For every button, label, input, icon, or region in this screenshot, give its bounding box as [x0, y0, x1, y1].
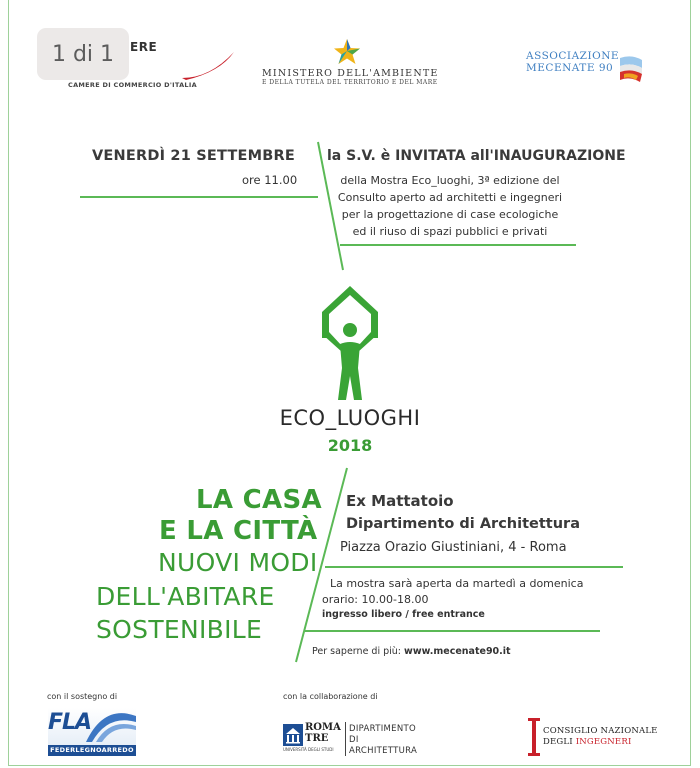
romatre-separator: [345, 722, 346, 756]
romatre-r1: ROMA: [305, 722, 341, 733]
venue-name: Ex Mattatoio: [346, 492, 454, 510]
theme-line2: E LA CITTÀ: [159, 516, 318, 546]
arc-icon: [84, 708, 136, 744]
invitation-headline: la S.V. è INVITATA all'INAUGURAZIONE: [327, 148, 626, 164]
event-name: ECO_LUOGHI: [279, 406, 421, 430]
schedule-hours: orario: 10.00-18.00: [322, 593, 429, 606]
theme-line4: DELL'ABITARE: [96, 582, 275, 611]
invitation-description: [312, 172, 588, 240]
description-line: Consulto aperto ad architetti e ingegneri: [337, 191, 563, 204]
romatre-d2: DI: [349, 735, 359, 745]
support-label: con il sostegno di: [47, 692, 118, 701]
info-label: Per saperne di più:: [312, 646, 402, 657]
info-line: [312, 646, 511, 657]
camere-title: ERE: [130, 40, 158, 54]
event-date: VENERDÌ 21 SETTEMBRE: [92, 148, 295, 164]
venue-department: Dipartimento di Architettura: [346, 516, 580, 532]
theme-line3: NUOVI MODI: [158, 548, 318, 577]
fla-mark: FLA: [48, 710, 92, 735]
building-icon: [283, 724, 303, 746]
info-url[interactable]: www.mecenate90.it: [404, 646, 511, 657]
venue-address: Piazza Orazio Giustiniani, 4 - Roma: [340, 540, 567, 555]
camere-subtitle: CAMERE DI COMMERCIO D'ITALIA: [68, 81, 197, 89]
theme-line1: LA CASA: [196, 485, 322, 515]
cni-line2: [543, 737, 632, 747]
fla-name: FEDERLEGNOARREDO: [48, 745, 136, 756]
description-line: della Mostra Eco_luoghi, 3ª edizione del: [340, 174, 560, 187]
cni-line2b: INGEGNERI: [575, 737, 632, 747]
cni-line2a: DEGLI: [543, 737, 576, 747]
schedule-entrance: ingresso libero / free entrance: [322, 609, 485, 620]
cni-logo: [528, 718, 658, 756]
schedule-open: La mostra sarà aperta da martedì a domenica: [330, 577, 584, 590]
romatre-d3: ARCHITETTURA: [349, 746, 418, 756]
romatre-r2: TRE: [305, 733, 329, 744]
ministero-line2: E DELLA TUTELA DEL TERRITORIO E DEL MARE: [262, 79, 438, 86]
cni-line1: CONSIGLIO NAZIONALE: [543, 726, 658, 736]
house-person-icon: [316, 282, 384, 404]
event-year: 2018: [327, 436, 373, 455]
associazione-line2: MECENATE 90: [526, 62, 614, 74]
romatre-sub: UNIVERSITÀ DEGLI STUDI: [283, 747, 334, 752]
bar-icon: [528, 718, 540, 756]
romatre-d1: DIPARTIMENTO: [349, 724, 416, 734]
associazione-line1: ASSOCIAZIONE: [526, 50, 620, 62]
ministero-line1: MINISTERO DELL'AMBIENTE: [262, 68, 439, 79]
theme-line5: SOSTENIBILE: [96, 615, 263, 644]
event-time: ore 11.00: [242, 173, 298, 187]
page-indicator[interactable]: 1 di 1: [37, 28, 129, 80]
fla-logo: [48, 708, 136, 756]
collab-label: con la collaborazione di: [283, 692, 378, 701]
description-line: ed il riuso di spazi pubblici e privati: [352, 225, 548, 238]
romatre-logo: [283, 722, 423, 762]
description-line: per la progettazione di case ecologiche: [341, 208, 559, 221]
